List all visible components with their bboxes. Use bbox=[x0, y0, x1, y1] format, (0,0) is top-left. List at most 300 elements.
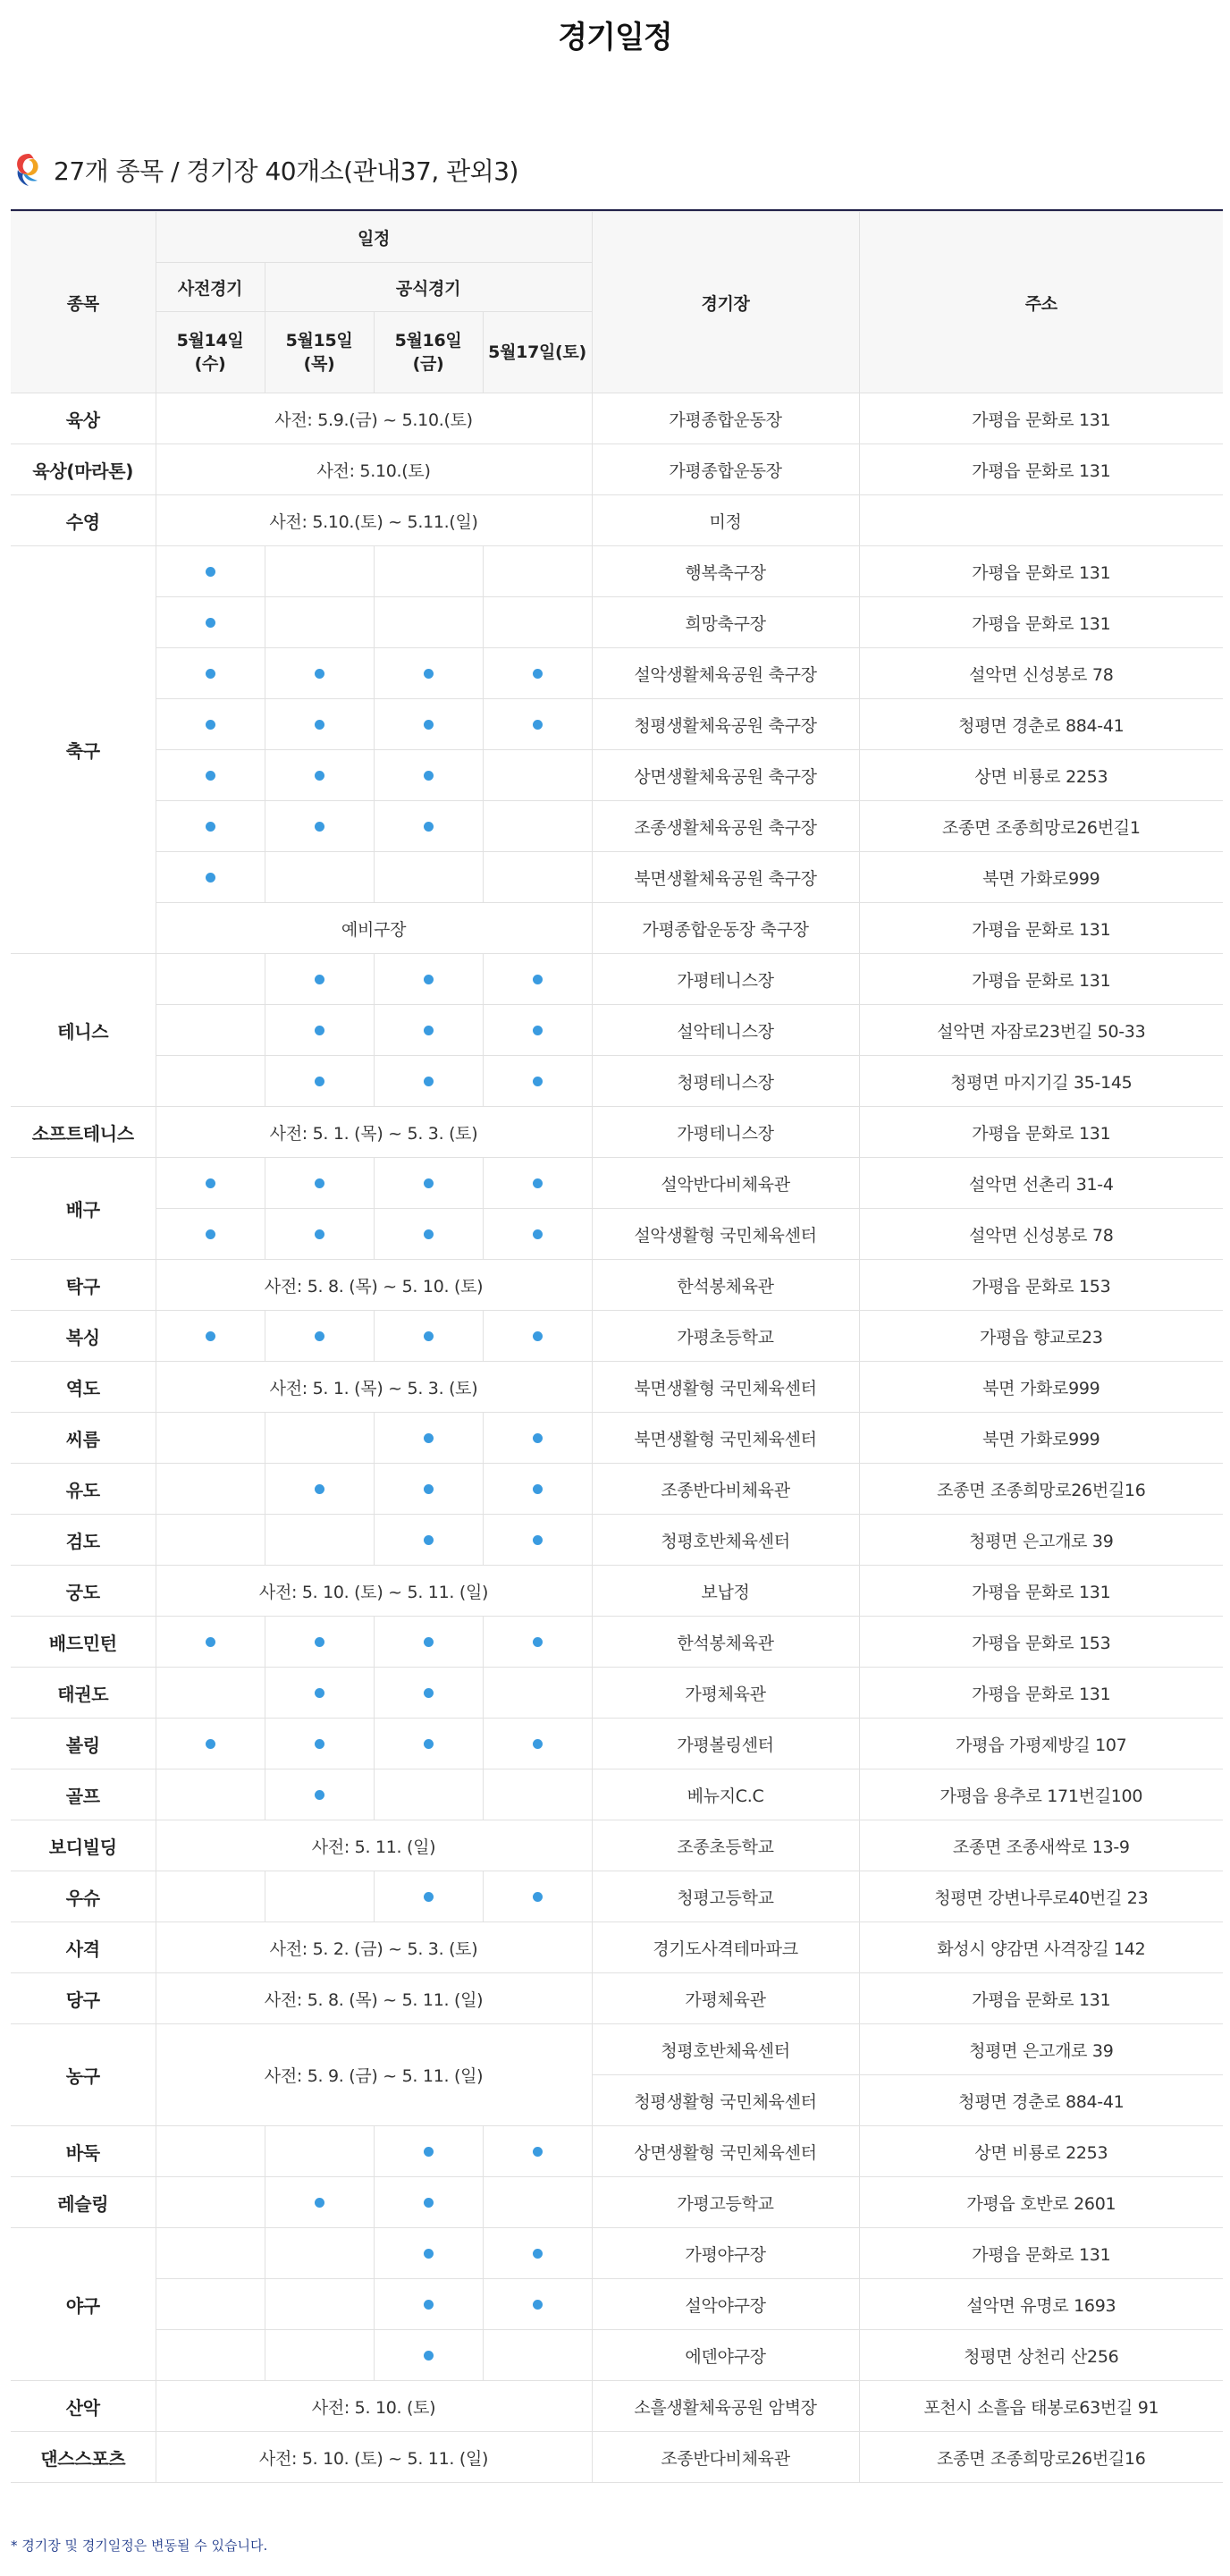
sport-name: 수영 bbox=[11, 495, 156, 546]
sport-name: 우슈 bbox=[11, 1871, 156, 1922]
schedule-day-cell bbox=[374, 1311, 483, 1362]
game-day-dot-icon bbox=[424, 669, 434, 679]
schedule-day-cell bbox=[483, 2126, 592, 2177]
game-day-dot-icon bbox=[206, 1178, 215, 1188]
schedule-day-cell bbox=[265, 1617, 374, 1668]
schedule-day-cell bbox=[265, 1464, 374, 1515]
venue-name: 청평생활형 국민체육센터 bbox=[592, 2075, 859, 2126]
game-day-dot-icon bbox=[424, 2351, 434, 2361]
schedule-day-cell bbox=[374, 2279, 483, 2330]
game-day-dot-icon bbox=[315, 669, 324, 679]
table-row bbox=[11, 2432, 1223, 2483]
venue-address: 청평면 강변나루로40번길 23 bbox=[859, 1871, 1223, 1922]
game-day-dot-icon bbox=[315, 1637, 324, 1647]
game-day-dot-icon bbox=[315, 822, 324, 832]
header-official-game: 공식경기 bbox=[265, 263, 592, 312]
sport-name: 댄스스포츠 bbox=[11, 2432, 156, 2483]
page-title: 경기일정 bbox=[558, 20, 672, 55]
summary-heading bbox=[13, 148, 518, 191]
game-day-dot-icon bbox=[533, 669, 543, 679]
schedule-day-cell bbox=[374, 2228, 483, 2279]
schedule-day-cell bbox=[483, 1668, 592, 1719]
sport-name: 농구 bbox=[11, 2024, 156, 2126]
venue-address: 가평읍 문화로 131 bbox=[859, 1973, 1223, 2024]
schedule-day-cell bbox=[374, 1209, 483, 1260]
schedule-day-cell bbox=[483, 1515, 592, 1566]
table-row bbox=[11, 1260, 1223, 1311]
schedule-day-cell bbox=[265, 1056, 374, 1107]
table-row bbox=[11, 1362, 1223, 1413]
schedule-day-cell bbox=[156, 1769, 265, 1820]
schedule-note: 사전: 5. 1. (목) ~ 5. 3. (토) bbox=[156, 1362, 592, 1413]
sport-name: 배구 bbox=[11, 1158, 156, 1260]
game-day-dot-icon bbox=[533, 1229, 543, 1239]
game-day-dot-icon bbox=[206, 1637, 215, 1647]
schedule-day-cell bbox=[265, 852, 374, 903]
venue-name: 북면생활형 국민체육센터 bbox=[592, 1413, 859, 1464]
schedule-day-cell bbox=[483, 1769, 592, 1820]
venue-name: 조종생활체육공원 축구장 bbox=[592, 801, 859, 852]
schedule-day-cell bbox=[483, 1209, 592, 1260]
table-row bbox=[11, 750, 1223, 801]
venue-name: 조종반다비체육관 bbox=[592, 2432, 859, 2483]
footnote: * 경기장 및 경기일정은 변동될 수 있습니다. bbox=[11, 2538, 268, 2554]
schedule-day-cell bbox=[483, 1719, 592, 1769]
venue-address: 가평읍 문화로 131 bbox=[859, 1668, 1223, 1719]
game-day-dot-icon bbox=[533, 1637, 543, 1647]
venue-address: 설악면 자잠로23번길 50-33 bbox=[859, 1005, 1223, 1056]
sport-name: 사격 bbox=[11, 1922, 156, 1973]
schedule-day-cell bbox=[483, 597, 592, 648]
schedule-day-cell bbox=[483, 1056, 592, 1107]
venue-address: 가평읍 호반로 2601 bbox=[859, 2177, 1223, 2228]
table-row bbox=[11, 2279, 1223, 2330]
game-day-dot-icon bbox=[206, 873, 215, 883]
venue-address: 가평읍 용추로 171번길100 bbox=[859, 1769, 1223, 1820]
schedule-day-cell bbox=[265, 597, 374, 648]
schedule-day-cell bbox=[265, 648, 374, 699]
schedule-note: 사전: 5. 8. (목) ~ 5. 11. (일) bbox=[156, 1973, 592, 2024]
venue-name: 가평체육관 bbox=[592, 1973, 859, 2024]
venue-name: 소흘생활체육공원 암벽장 bbox=[592, 2381, 859, 2432]
schedule-day-cell bbox=[156, 852, 265, 903]
venue-address: 가평읍 문화로 153 bbox=[859, 1260, 1223, 1311]
table-row bbox=[11, 1973, 1223, 2024]
schedule-day-cell bbox=[156, 750, 265, 801]
game-day-dot-icon bbox=[424, 975, 434, 984]
venue-address: 설악면 신성봉로 78 bbox=[859, 648, 1223, 699]
game-day-dot-icon bbox=[533, 2147, 543, 2157]
venue-address: 청평면 상천리 산256 bbox=[859, 2330, 1223, 2381]
venue-name: 미정 bbox=[592, 495, 859, 546]
schedule-day-cell bbox=[265, 1719, 374, 1769]
summary-text: 27개 종목 / 경기장 40개소(관내37, 관외3) bbox=[54, 156, 518, 186]
schedule-day-cell bbox=[156, 2330, 265, 2381]
schedule-note: 사전: 5. 10. (토) ~ 5. 11. (일) bbox=[156, 1566, 592, 1617]
venue-name: 설악반다비체육관 bbox=[592, 1158, 859, 1209]
table-row bbox=[11, 2024, 1223, 2075]
venue-address: 청평면 경춘로 884-41 bbox=[859, 699, 1223, 750]
game-day-dot-icon bbox=[424, 2147, 434, 2157]
venue-name: 가평테니스장 bbox=[592, 954, 859, 1005]
game-day-dot-icon bbox=[533, 1331, 543, 1341]
schedule-note: 사전: 5. 1. (목) ~ 5. 3. (토) bbox=[156, 1107, 592, 1158]
schedule-day-cell bbox=[483, 801, 592, 852]
schedule-day-cell bbox=[483, 1005, 592, 1056]
sport-name: 육상 bbox=[11, 393, 156, 444]
venue-address: 화성시 양감면 사격장길 142 bbox=[859, 1922, 1223, 1973]
header-sport: 종목 bbox=[11, 212, 156, 393]
venue-name: 가평볼링센터 bbox=[592, 1719, 859, 1769]
venue-address: 가평읍 가평제방길 107 bbox=[859, 1719, 1223, 1769]
game-day-dot-icon bbox=[533, 1077, 543, 1086]
table-row bbox=[11, 1719, 1223, 1769]
game-day-dot-icon bbox=[424, 771, 434, 781]
game-day-dot-icon bbox=[424, 1637, 434, 1647]
table-row bbox=[11, 1515, 1223, 1566]
schedule-day-cell bbox=[265, 2228, 374, 2279]
table-row bbox=[11, 444, 1223, 495]
game-day-dot-icon bbox=[533, 1535, 543, 1545]
schedule-day-cell bbox=[374, 801, 483, 852]
game-day-dot-icon bbox=[315, 1026, 324, 1035]
venue-address: 가평읍 문화로 131 bbox=[859, 393, 1223, 444]
table-row bbox=[11, 2330, 1223, 2381]
game-day-dot-icon bbox=[424, 1892, 434, 1902]
schedule-day-cell bbox=[156, 1311, 265, 1362]
game-day-dot-icon bbox=[533, 1026, 543, 1035]
game-day-dot-icon bbox=[315, 1077, 324, 1086]
schedule-day-cell bbox=[156, 2126, 265, 2177]
game-day-dot-icon bbox=[315, 2198, 324, 2208]
venue-name: 설악생활체육공원 축구장 bbox=[592, 648, 859, 699]
schedule-day-cell bbox=[374, 954, 483, 1005]
schedule-day-cell bbox=[374, 1413, 483, 1464]
schedule-day-cell bbox=[156, 1719, 265, 1769]
game-day-dot-icon bbox=[424, 1178, 434, 1188]
game-day-dot-icon bbox=[315, 1229, 324, 1239]
venue-address: 포천시 소흘읍 태봉로63번길 91 bbox=[859, 2381, 1223, 2432]
header-address: 주소 bbox=[859, 212, 1223, 393]
venue-address: 상면 비룡로 2253 bbox=[859, 2126, 1223, 2177]
venue-address bbox=[859, 495, 1223, 546]
schedule-day-cell bbox=[483, 1464, 592, 1515]
table-row bbox=[11, 393, 1223, 444]
sport-name: 유도 bbox=[11, 1464, 156, 1515]
game-day-dot-icon bbox=[424, 1331, 434, 1341]
schedule-day-cell bbox=[156, 1617, 265, 1668]
game-day-dot-icon bbox=[206, 567, 215, 577]
venue-name: 청평호반체육센터 bbox=[592, 2024, 859, 2075]
sport-name: 축구 bbox=[11, 546, 156, 954]
sport-name: 바둑 bbox=[11, 2126, 156, 2177]
venue-name: 베뉴지C.C bbox=[592, 1769, 859, 1820]
schedule-body bbox=[11, 393, 1223, 2483]
schedule-day-cell bbox=[156, 1668, 265, 1719]
schedule-day-cell bbox=[374, 750, 483, 801]
game-day-dot-icon bbox=[533, 2249, 543, 2259]
venue-address: 청평면 마지기길 35-145 bbox=[859, 1056, 1223, 1107]
table-row bbox=[11, 1566, 1223, 1617]
schedule-day-cell bbox=[483, 2279, 592, 2330]
game-day-dot-icon bbox=[315, 975, 324, 984]
venue-name: 가평체육관 bbox=[592, 1668, 859, 1719]
schedule-day-cell bbox=[265, 1668, 374, 1719]
venue-address: 가평읍 문화로 131 bbox=[859, 1107, 1223, 1158]
schedule-day-cell bbox=[265, 1158, 374, 1209]
game-day-dot-icon bbox=[315, 771, 324, 781]
table-row bbox=[11, 1005, 1223, 1056]
schedule-day-cell bbox=[374, 648, 483, 699]
game-day-dot-icon bbox=[533, 1433, 543, 1443]
venue-name: 가평고등학교 bbox=[592, 2177, 859, 2228]
table-row bbox=[11, 852, 1223, 903]
schedule-day-cell bbox=[374, 546, 483, 597]
schedule-note: 사전: 5. 10. (토) ~ 5. 11. (일) bbox=[156, 2432, 592, 2483]
schedule-day-cell bbox=[374, 1617, 483, 1668]
game-day-dot-icon bbox=[533, 975, 543, 984]
game-day-dot-icon bbox=[533, 720, 543, 730]
game-day-dot-icon bbox=[424, 1535, 434, 1545]
game-day-dot-icon bbox=[533, 2300, 543, 2310]
schedule-day-cell bbox=[156, 2228, 265, 2279]
header-date-may16: 5월16일 (금) bbox=[374, 312, 483, 393]
sport-name: 육상(마라톤) bbox=[11, 444, 156, 495]
sport-name: 레슬링 bbox=[11, 2177, 156, 2228]
venue-name: 북면생활형 국민체육센터 bbox=[592, 1362, 859, 1413]
venue-name: 가평종합운동장 bbox=[592, 393, 859, 444]
game-day-dot-icon bbox=[206, 1229, 215, 1239]
venue-name: 희망축구장 bbox=[592, 597, 859, 648]
game-day-dot-icon bbox=[206, 669, 215, 679]
table-row bbox=[11, 699, 1223, 750]
schedule-day-cell bbox=[265, 546, 374, 597]
schedule-day-cell bbox=[265, 801, 374, 852]
venue-address: 청평면 은고개로 39 bbox=[859, 2024, 1223, 2075]
schedule-note: 사전: 5. 9. (금) ~ 5. 11. (일) bbox=[156, 2024, 592, 2126]
schedule-day-cell bbox=[265, 1005, 374, 1056]
schedule-day-cell bbox=[483, 2330, 592, 2381]
game-day-dot-icon bbox=[315, 1790, 324, 1800]
venue-name: 가평종합운동장 bbox=[592, 444, 859, 495]
schedule-day-cell bbox=[374, 2330, 483, 2381]
venue-name: 북면생활체육공원 축구장 bbox=[592, 852, 859, 903]
game-day-dot-icon bbox=[315, 1331, 324, 1341]
venue-name: 조종초등학교 bbox=[592, 1820, 859, 1871]
schedule-day-cell bbox=[374, 2177, 483, 2228]
schedule-day-cell bbox=[483, 1158, 592, 1209]
venue-address: 가평읍 문화로 131 bbox=[859, 2228, 1223, 2279]
schedule-day-cell bbox=[265, 1413, 374, 1464]
table-row bbox=[11, 2126, 1223, 2177]
table-row bbox=[11, 801, 1223, 852]
schedule-day-cell bbox=[156, 597, 265, 648]
schedule-day-cell bbox=[265, 1311, 374, 1362]
venue-name: 경기도사격테마파크 bbox=[592, 1922, 859, 1973]
schedule-day-cell bbox=[374, 852, 483, 903]
table-row bbox=[11, 1107, 1223, 1158]
game-day-dot-icon bbox=[533, 1892, 543, 1902]
game-day-dot-icon bbox=[424, 822, 434, 832]
venue-name: 상면생활형 국민체육센터 bbox=[592, 2126, 859, 2177]
game-day-dot-icon bbox=[315, 1484, 324, 1494]
game-day-dot-icon bbox=[206, 1331, 215, 1341]
table-row bbox=[11, 1056, 1223, 1107]
table-row bbox=[11, 1922, 1223, 1973]
venue-address: 가평읍 문화로 131 bbox=[859, 903, 1223, 954]
sport-name: 역도 bbox=[11, 1362, 156, 1413]
game-day-dot-icon bbox=[315, 1688, 324, 1698]
table-row bbox=[11, 597, 1223, 648]
schedule-note: 사전: 5. 8. (목) ~ 5. 10. (토) bbox=[156, 1260, 592, 1311]
sport-name: 씨름 bbox=[11, 1413, 156, 1464]
venue-address: 조종면 조종희망로26번길16 bbox=[859, 2432, 1223, 2483]
schedule-day-cell bbox=[156, 2279, 265, 2330]
game-day-dot-icon bbox=[424, 1688, 434, 1698]
table-row bbox=[11, 1413, 1223, 1464]
schedule-day-cell bbox=[374, 1769, 483, 1820]
venue-name: 한석봉체육관 bbox=[592, 1617, 859, 1668]
schedule-note: 사전: 5.9.(금) ~ 5.10.(토) bbox=[156, 393, 592, 444]
event-emblem-icon bbox=[13, 150, 45, 190]
schedule-day-cell bbox=[483, 648, 592, 699]
game-day-dot-icon bbox=[315, 720, 324, 730]
venue-name: 에덴야구장 bbox=[592, 2330, 859, 2381]
header-date-may17: 5월17일(토) bbox=[483, 312, 592, 393]
sport-name: 궁도 bbox=[11, 1566, 156, 1617]
venue-address: 청평면 은고개로 39 bbox=[859, 1515, 1223, 1566]
schedule-day-cell bbox=[483, 699, 592, 750]
game-day-dot-icon bbox=[533, 1739, 543, 1749]
venue-address: 조종면 조종새싹로 13-9 bbox=[859, 1820, 1223, 1871]
schedule-note: 사전: 5.10.(토) bbox=[156, 444, 592, 495]
sport-name: 소프트테니스 bbox=[11, 1107, 156, 1158]
schedule-day-cell bbox=[156, 954, 265, 1005]
schedule-day-cell bbox=[156, 1413, 265, 1464]
venue-name: 가평종합운동장 축구장 bbox=[592, 903, 859, 954]
table-row bbox=[11, 1820, 1223, 1871]
schedule-day-cell bbox=[156, 1005, 265, 1056]
table-row bbox=[11, 954, 1223, 1005]
schedule-day-cell bbox=[156, 1515, 265, 1566]
venue-address: 설악면 신성봉로 78 bbox=[859, 1209, 1223, 1260]
venue-address: 조종면 조종희망로26번길16 bbox=[859, 1464, 1223, 1515]
venue-address: 가평읍 문화로 131 bbox=[859, 444, 1223, 495]
schedule-day-cell bbox=[156, 1209, 265, 1260]
venue-name: 가평테니스장 bbox=[592, 1107, 859, 1158]
venue-name: 조종반다비체육관 bbox=[592, 1464, 859, 1515]
venue-address: 설악면 선촌리 31-4 bbox=[859, 1158, 1223, 1209]
table-row bbox=[11, 648, 1223, 699]
sport-name: 배드민턴 bbox=[11, 1617, 156, 1668]
venue-address: 북면 가화로999 bbox=[859, 1413, 1223, 1464]
schedule-day-cell bbox=[265, 2177, 374, 2228]
venue-address: 가평읍 문화로 131 bbox=[859, 1566, 1223, 1617]
game-day-dot-icon bbox=[424, 1077, 434, 1086]
schedule-day-cell bbox=[374, 1871, 483, 1922]
schedule-day-cell bbox=[483, 750, 592, 801]
table-row bbox=[11, 546, 1223, 597]
schedule-day-cell bbox=[483, 1311, 592, 1362]
sport-name: 당구 bbox=[11, 1973, 156, 2024]
schedule-day-cell bbox=[374, 2126, 483, 2177]
schedule-day-cell bbox=[483, 2177, 592, 2228]
venue-name: 가평야구장 bbox=[592, 2228, 859, 2279]
table-row bbox=[11, 495, 1223, 546]
schedule-day-cell bbox=[265, 2126, 374, 2177]
schedule-day-cell bbox=[156, 546, 265, 597]
schedule-day-cell bbox=[265, 1209, 374, 1260]
venue-address: 상면 비룡로 2253 bbox=[859, 750, 1223, 801]
game-day-dot-icon bbox=[424, 2300, 434, 2310]
game-day-dot-icon bbox=[424, 1739, 434, 1749]
game-day-dot-icon bbox=[424, 1026, 434, 1035]
table-row bbox=[11, 1464, 1223, 1515]
venue-name: 상면생활체육공원 축구장 bbox=[592, 750, 859, 801]
table-row bbox=[11, 1769, 1223, 1820]
venue-address: 가평읍 문화로 131 bbox=[859, 546, 1223, 597]
header-venue: 경기장 bbox=[592, 212, 859, 393]
schedule-day-cell bbox=[483, 546, 592, 597]
schedule-day-cell bbox=[265, 2330, 374, 2381]
schedule-day-cell bbox=[265, 1515, 374, 1566]
schedule-table bbox=[11, 211, 1223, 2483]
venue-address: 북면 가화로999 bbox=[859, 852, 1223, 903]
schedule-day-cell bbox=[483, 2228, 592, 2279]
schedule-day-cell bbox=[156, 1158, 265, 1209]
game-day-dot-icon bbox=[424, 1229, 434, 1239]
venue-address: 조종면 조종희망로26번길1 bbox=[859, 801, 1223, 852]
schedule-day-cell bbox=[483, 954, 592, 1005]
schedule-day-cell bbox=[374, 1668, 483, 1719]
sport-name: 골프 bbox=[11, 1769, 156, 1820]
table-row bbox=[11, 1158, 1223, 1209]
schedule-day-cell bbox=[374, 1056, 483, 1107]
sport-name: 태권도 bbox=[11, 1668, 156, 1719]
schedule-note: 사전: 5. 10. (토) bbox=[156, 2381, 592, 2432]
schedule-day-cell bbox=[374, 1158, 483, 1209]
sport-name: 검도 bbox=[11, 1515, 156, 1566]
game-day-dot-icon bbox=[315, 1178, 324, 1188]
sport-name: 탁구 bbox=[11, 1260, 156, 1311]
venue-name: 청평호반체육센터 bbox=[592, 1515, 859, 1566]
sport-name: 복싱 bbox=[11, 1311, 156, 1362]
table-row bbox=[11, 2381, 1223, 2432]
game-day-dot-icon bbox=[206, 1739, 215, 1749]
schedule-day-cell bbox=[374, 1464, 483, 1515]
schedule-day-cell bbox=[374, 699, 483, 750]
schedule-day-cell bbox=[156, 1464, 265, 1515]
header-schedule: 일정 bbox=[156, 212, 592, 263]
schedule-day-cell bbox=[265, 1871, 374, 1922]
venue-address: 가평읍 문화로 131 bbox=[859, 597, 1223, 648]
schedule-day-cell bbox=[483, 1871, 592, 1922]
game-day-dot-icon bbox=[206, 822, 215, 832]
sport-name: 산악 bbox=[11, 2381, 156, 2432]
schedule-day-cell bbox=[156, 2177, 265, 2228]
game-day-dot-icon bbox=[424, 1484, 434, 1494]
venue-name: 청평고등학교 bbox=[592, 1871, 859, 1922]
venue-name: 보납정 bbox=[592, 1566, 859, 1617]
header-date-may15: 5월15일 (목) bbox=[265, 312, 374, 393]
schedule-day-cell bbox=[156, 1871, 265, 1922]
schedule-note: 사전: 5. 2. (금) ~ 5. 3. (토) bbox=[156, 1922, 592, 1973]
venue-name: 행복축구장 bbox=[592, 546, 859, 597]
schedule-note: 사전: 5.10.(토) ~ 5.11.(일) bbox=[156, 495, 592, 546]
venue-address: 가평읍 향교로23 bbox=[859, 1311, 1223, 1362]
header-date-may14: 5월14일 (수) bbox=[156, 312, 265, 393]
game-day-dot-icon bbox=[206, 618, 215, 628]
